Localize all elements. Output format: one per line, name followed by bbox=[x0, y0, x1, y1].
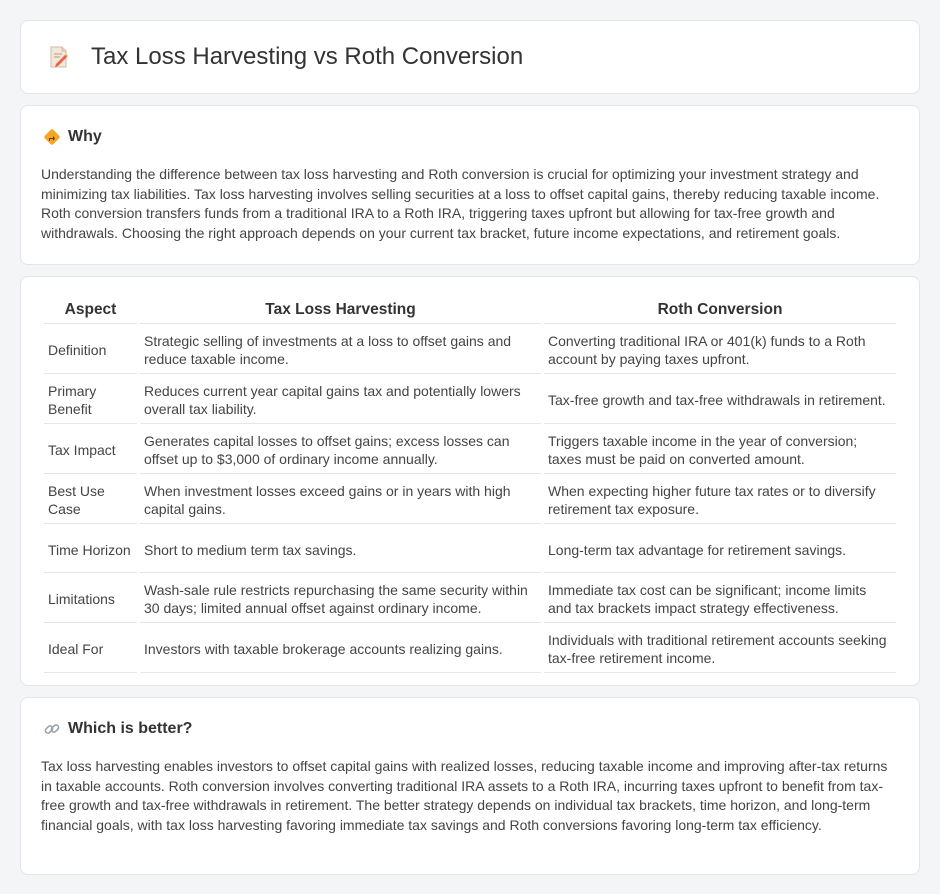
tax-loss-cell: Generates capital losses to offset gains; excess losses can offset up to $3,000 of ordinary income annually. bbox=[140, 426, 541, 474]
roth-cell: Individuals with traditional retirement accounts seeking tax-free retirement income. bbox=[544, 625, 896, 673]
table-header-row bbox=[44, 299, 896, 324]
tax-loss-cell: Reduces current year capital gains tax and potentially lowers overall tax liability. bbox=[140, 376, 541, 424]
table-row bbox=[44, 476, 896, 524]
tax-loss-cell: Investors with taxable brokerage accounts realizing gains. bbox=[140, 625, 541, 673]
comparison-table bbox=[41, 297, 899, 675]
why-section bbox=[20, 105, 920, 265]
roth-cell: When expecting higher future tax rates or to diversify retirement tax exposure. bbox=[544, 476, 896, 524]
roth-cell: Tax-free growth and tax-free withdrawals in retirement. bbox=[544, 376, 896, 424]
aspect-cell: Ideal For bbox=[44, 625, 137, 673]
header-roth-conversion: Roth Conversion bbox=[544, 299, 896, 324]
aspect-cell: Limitations bbox=[44, 575, 137, 623]
table-row bbox=[44, 625, 896, 673]
roth-cell: Converting traditional IRA or 401(k) funds to a Roth account by paying taxes upfront. bbox=[544, 326, 896, 374]
aspect-cell: Definition bbox=[44, 326, 137, 374]
aspect-cell: Best Use Case bbox=[44, 476, 137, 524]
why-header bbox=[41, 128, 899, 146]
aspect-cell: Tax Impact bbox=[44, 426, 137, 474]
title-card bbox=[20, 20, 920, 94]
why-title: Why bbox=[68, 128, 102, 145]
table-row bbox=[44, 575, 896, 623]
header-tax-loss-harvesting: Tax Loss Harvesting bbox=[140, 299, 541, 324]
better-title: Which is better? bbox=[68, 720, 193, 737]
roth-cell: Triggers taxable income in the year of conversion; taxes must be paid on converted amount. bbox=[544, 426, 896, 474]
better-text: Tax loss harvesting enables investors to offset capital gains with realized losses, reducing taxable income and improving after-tax returns in taxable accounts. Roth conversion involves converting traditional IRA assets to a Roth IRA, incurring taxes upfront to benefit from tax-free growth and tax-free withdrawals in retirement. The better strategy depends on individual tax brackets, time horizon, and long-term financial goals, with tax loss harvesting favoring immediate tax savings and Roth conversions favoring long-term tax efficiency. bbox=[41, 758, 888, 833]
header-aspect: Aspect bbox=[44, 299, 137, 324]
link-icon bbox=[43, 720, 61, 738]
page-title: Tax Loss Harvesting vs Roth Conversion bbox=[91, 43, 524, 70]
roth-cell: Immediate tax cost can be significant; income limits and tax brackets impact strategy effectiveness. bbox=[544, 575, 896, 623]
road-sign-icon bbox=[43, 128, 61, 146]
which-is-better-section bbox=[20, 697, 920, 875]
tax-loss-cell: Wash-sale rule restricts repurchasing the same security within 30 days; limited annual offset against ordinary income. bbox=[140, 575, 541, 623]
comparison-table-card bbox=[20, 276, 920, 686]
table-row bbox=[44, 426, 896, 474]
document-pencil-icon bbox=[47, 45, 71, 69]
aspect-cell: Time Horizon bbox=[44, 526, 137, 573]
tax-loss-cell: Strategic selling of investments at a loss to offset gains and reduce taxable income. bbox=[140, 326, 541, 374]
table-row bbox=[44, 326, 896, 374]
tax-loss-cell: Short to medium term tax savings. bbox=[140, 526, 541, 573]
aspect-cell: Primary Benefit bbox=[44, 376, 137, 424]
tax-loss-cell: When investment losses exceed gains or in years with high capital gains. bbox=[140, 476, 541, 524]
better-header bbox=[41, 720, 899, 738]
why-text: Understanding the difference between tax loss harvesting and Roth conversion is crucial for optimizing your investment strategy and minimizing tax liabilities. Tax loss harvesting involves selling securities at a loss to offset capital gains, thereby reducing taxable income. Roth conversion transfers funds from a traditional IRA to a Roth IRA, triggering taxes upfront but allowing for tax-free growth and withdrawals. Choosing the right approach depends on your current tax bracket, future income expectations, and retirement goals. bbox=[41, 166, 880, 241]
table-row bbox=[44, 526, 896, 573]
roth-cell: Long-term tax advantage for retirement savings. bbox=[544, 526, 896, 573]
table-row bbox=[44, 376, 896, 424]
